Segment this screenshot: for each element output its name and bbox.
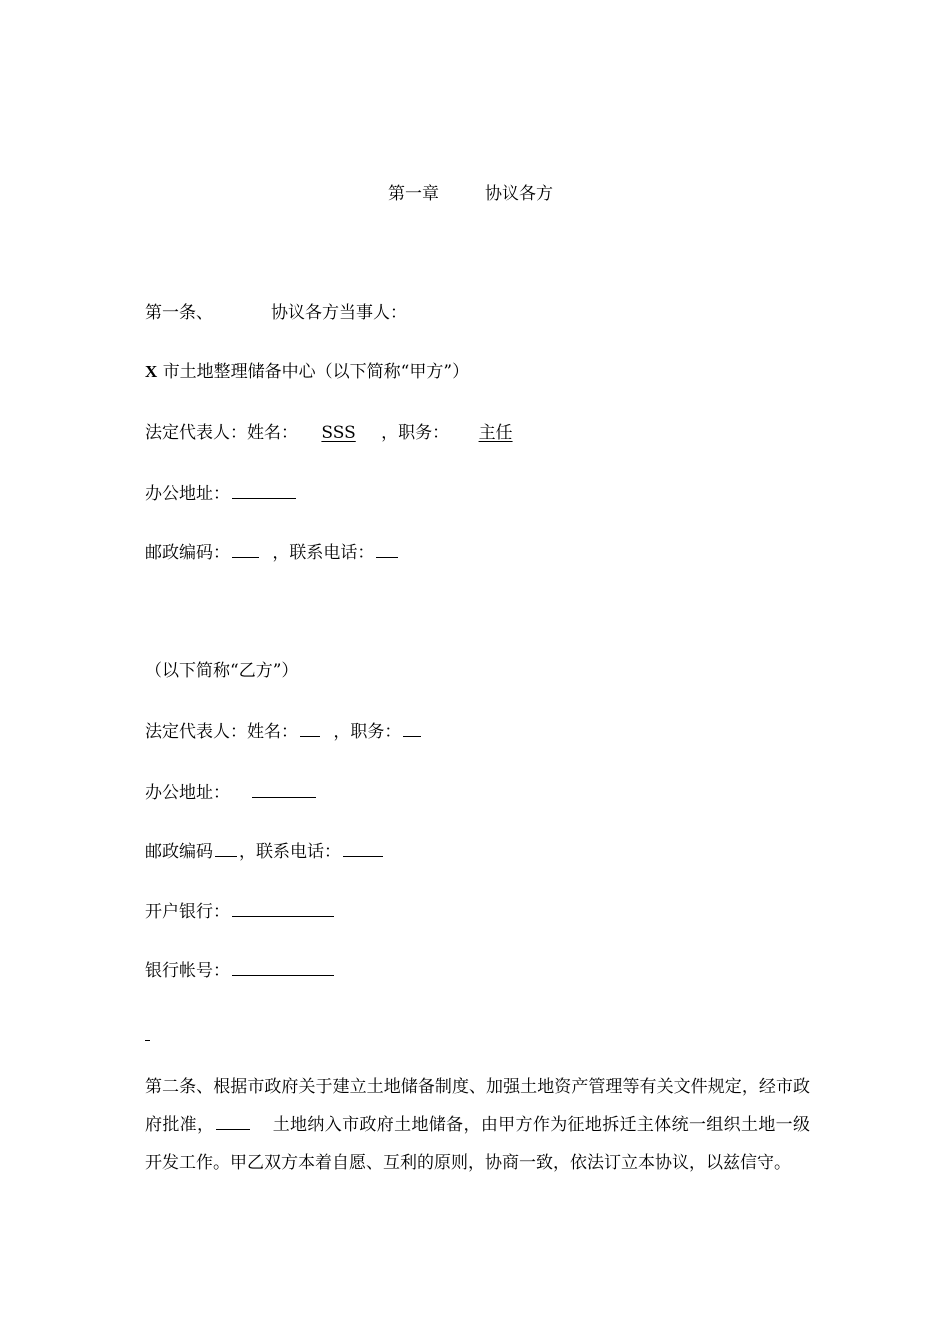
party-b-address [145,781,318,804]
article-2-text-after: 土地纳入市政府土地储备，由甲方作为征地拆迁主体统一组织土地一级开发工作。甲乙双方本着自愿、互利的原则，协商一致，依法订立本协议，以兹信守。 [145,1115,811,1173]
party-a-contact [145,541,400,564]
article-1-title: 协议各方当事人： [271,303,407,323]
phone-label: ，联系电话： [272,543,375,563]
account-label: 银行帐号： [145,961,230,981]
phone-blank [376,541,398,558]
position-label: ，职务： [381,423,450,443]
separator-mark [145,1040,150,1041]
party-a-representative [145,422,527,444]
address-blank [252,781,316,798]
article-1-heading [145,302,407,324]
party-b-contact [145,840,385,863]
article-1-label: 第一条、 [145,303,213,323]
party-a-name [145,361,469,383]
rep-label: 法定代表人：姓名： [145,722,298,742]
postcode-blank [215,840,237,857]
phone-blank [343,840,383,857]
chapter-number: 第一章 [388,184,439,204]
rep-label: 法定代表人：姓名： [145,423,298,443]
party-b-name-text: （以下简称“乙方”） [145,661,299,681]
party-b-bank [145,900,336,923]
postcode-label: 邮政编码： [145,543,230,563]
party-a-name-text: 市土地整理储备中心（以下简称“甲方”） [162,362,470,382]
party-b-name [145,660,298,682]
rep-name-value: SSS [321,423,356,443]
account-blank [232,959,334,976]
chapter-heading [388,183,553,205]
party-a-address [145,482,298,505]
bank-label: 开户银行： [145,902,230,922]
phone-label: ，联系电话： [239,842,341,862]
party-b-representative [145,720,423,743]
address-blank [232,482,296,499]
party-a-name-prefix: X [145,362,158,381]
bank-blank [232,900,334,917]
position-value: 主任 [478,423,513,443]
position-label: ，职务： [333,722,402,742]
article-2-text-before: 第二条、根据市政府关于建立土地储备制度、加强土地资产管理等有关文件规定，经市政府批准， [145,1077,810,1135]
chapter-title: 协议各方 [485,184,553,204]
land-blank [216,1113,250,1130]
position-blank [403,720,421,737]
address-label: 办公地址： [145,783,230,803]
address-label: 办公地址： [145,484,230,504]
article-2-paragraph [145,1068,810,1182]
rep-name-blank [300,720,320,737]
postcode-blank [232,541,259,558]
postcode-label: 邮政编码 [145,842,213,862]
party-b-account [145,959,336,982]
